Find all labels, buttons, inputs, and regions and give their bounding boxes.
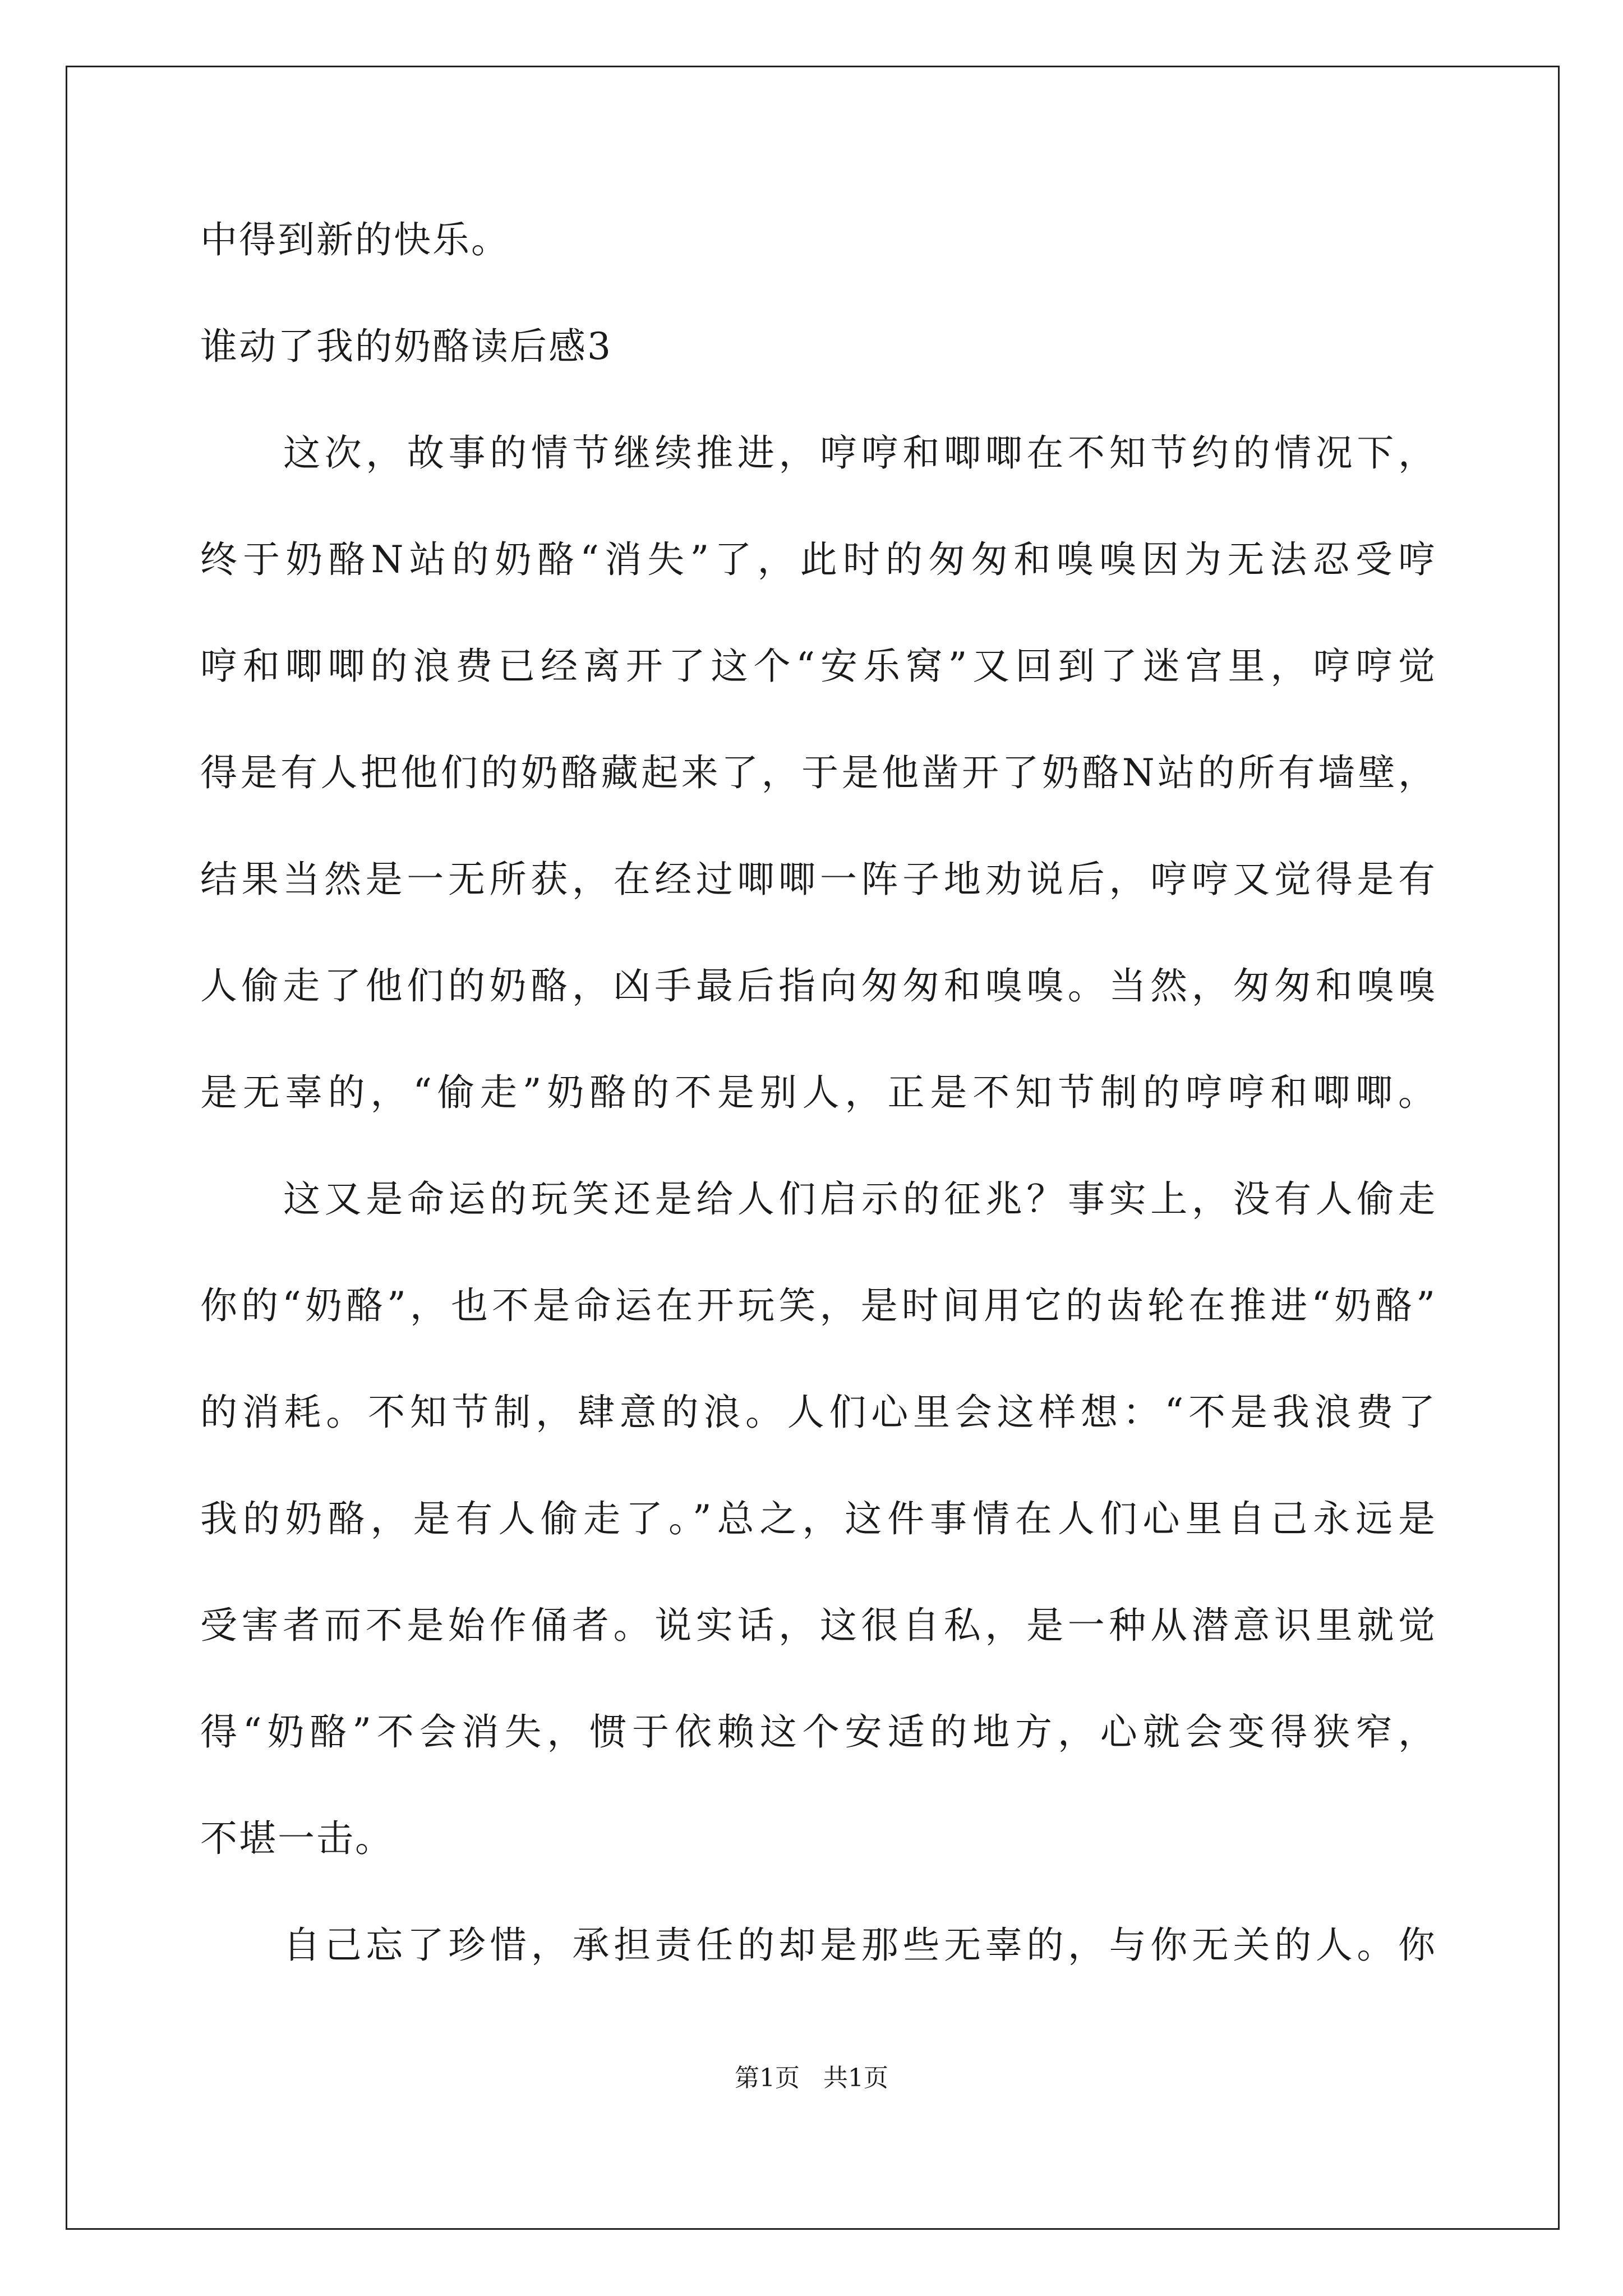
paragraph-line: 得是有人把他们的奶酪藏起来了，于是他凿开了奶酪N站的所有墙壁， (200, 751, 1437, 794)
page-number: 第1页 共1页 (735, 2064, 888, 2092)
paragraph-line: 这次，故事的情节继续推进，哼哼和唧唧在不知节约的情况下， (283, 431, 1437, 475)
text-line: 中得到新的快乐。 (200, 218, 510, 261)
paragraph-line: 人偷走了他们的奶酪，凶手最后指向匆匆和嗅嗅。当然，匆匆和嗅嗅 (200, 964, 1437, 1007)
paragraph-line: 你的“奶酪”，也不是命运在开玩笑，是时间用它的齿轮在推进“奶酪” (200, 1284, 1437, 1327)
paragraph-line: 得“奶酪”不会消失，惯于依赖这个安适的地方，心就会变得狭窄， (200, 1710, 1437, 1754)
paragraph-line: 终于奶酪N站的奶酪“消失”了，此时的匆匆和嗅嗅因为无法忍受哼 (200, 538, 1437, 581)
paragraph-line: 是无辜的，“偷走”奶酪的不是别人，正是不知节制的哼哼和唧唧。 (200, 1071, 1437, 1114)
document-body (200, 218, 1437, 2033)
paragraph-line: 这又是命运的玩笑还是给人们启示的征兆？事实上，没有人偷走 (283, 1177, 1437, 1221)
section-heading: 谁动了我的奶酪读后感3 (200, 325, 612, 368)
paragraph-line: 结果当然是一无所获，在经过唧唧一阵子地劝说后，哼哼又觉得是有 (200, 858, 1437, 901)
paragraph-line: 的消耗。不知节制，肆意的浪。人们心里会这样想：“不是我浪费了 (200, 1391, 1437, 1434)
paragraph-line: 不堪一击。 (200, 1817, 394, 1860)
paragraph-line: 我的奶酪，是有人偷走了。”总之，这件事情在人们心里自己永远是 (200, 1497, 1437, 1540)
paragraph-line: 自己忘了珍惜，承担责任的却是那些无辜的，与你无关的人。你 (283, 1924, 1437, 1967)
paragraph-line: 哼和唧唧的浪费已经离开了这个“安乐窝”又回到了迷宫里，哼哼觉 (200, 645, 1437, 688)
paragraph-line: 受害者而不是始作俑者。说实话，这很自私，是一种从潜意识里就觉 (200, 1604, 1437, 1647)
